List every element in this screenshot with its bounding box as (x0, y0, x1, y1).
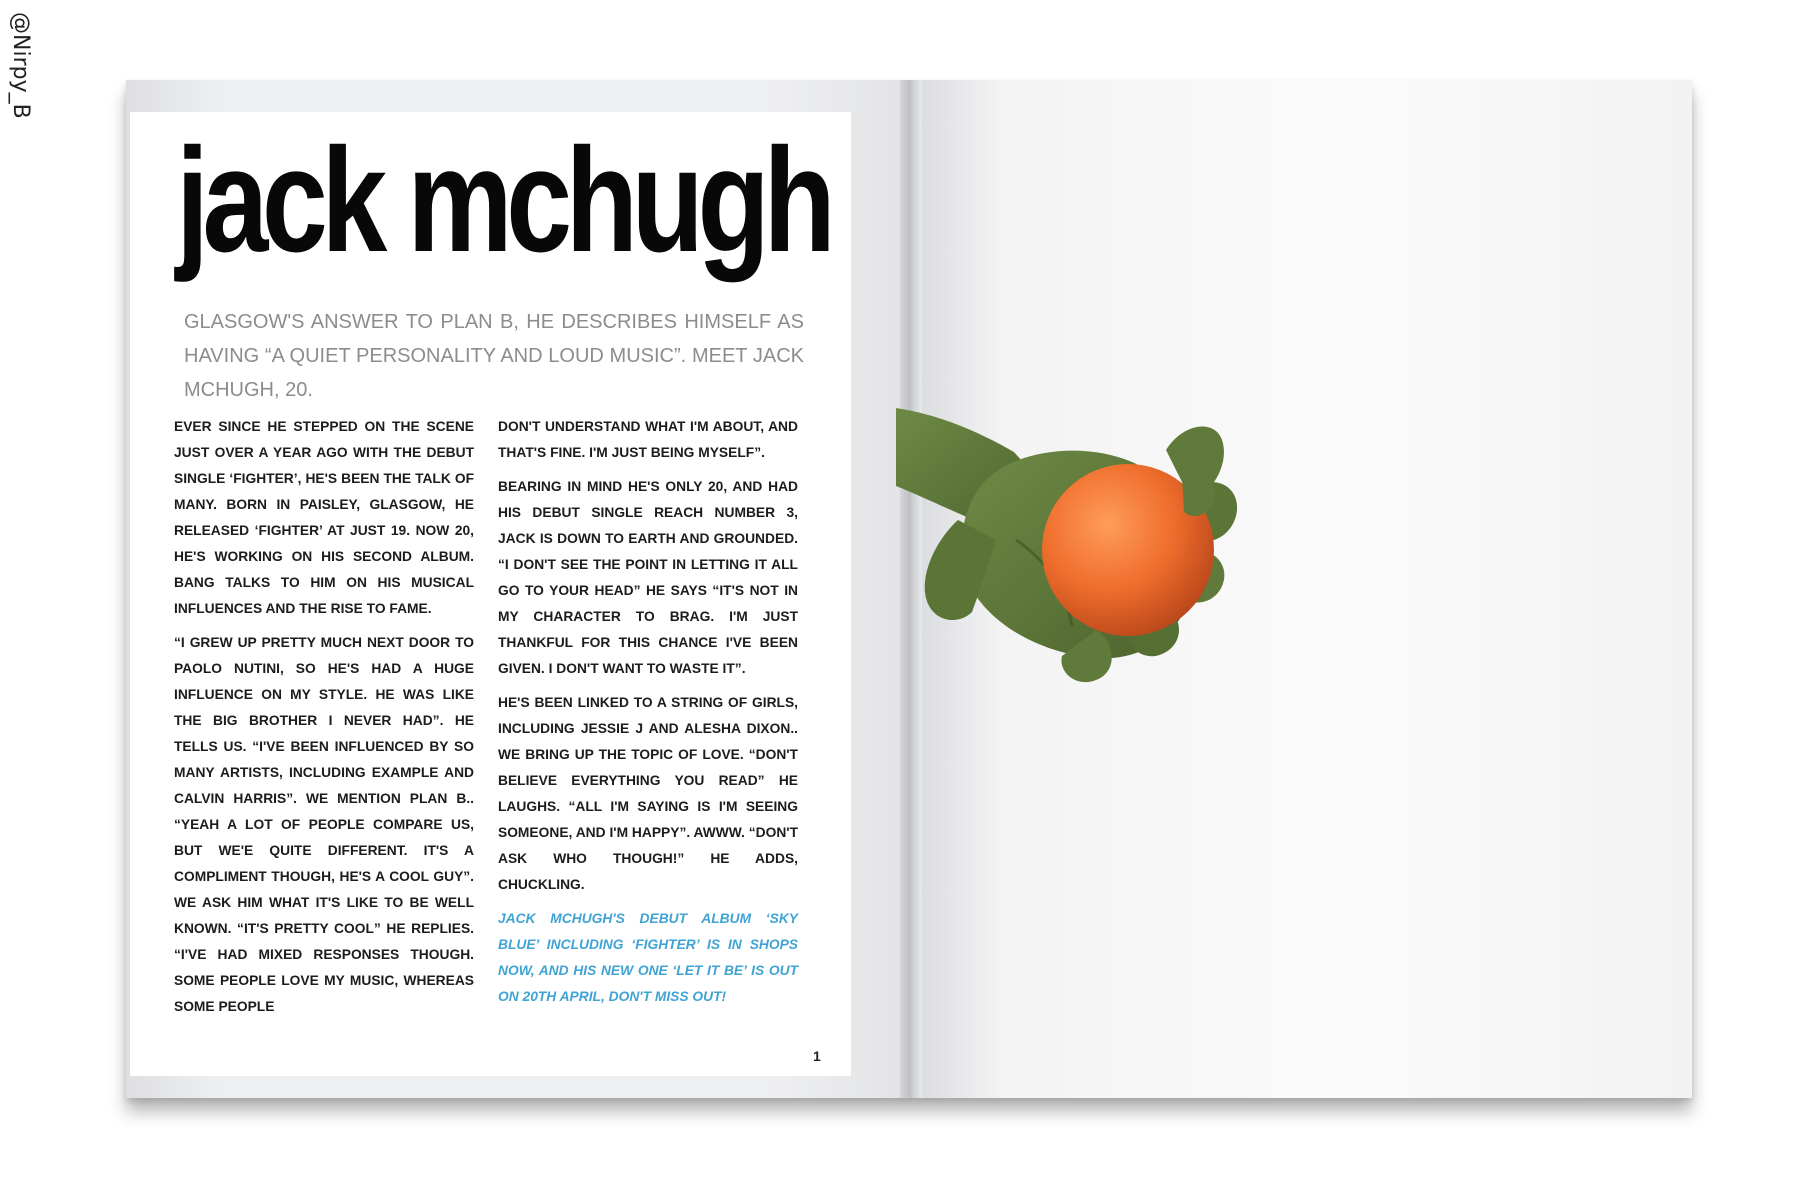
headline: jack mchugh (176, 118, 830, 283)
body-column-left (174, 414, 474, 1020)
hand-holding-ball-photo (896, 390, 1296, 720)
page-number: 1 (813, 1048, 821, 1064)
paragraph: HE'S BEEN LINKED TO A STRING OF GIRLS, INCLUDING JESSIE J AND ALESHA DIXON.. WE BRING UP THE TOPIC OF LOVE. “DON'T BELIEVE EVERYTHING YOU READ” HE LAUGHS. “ALL I'M SAYING IS I'M SEEING SOMEONE, AND I'M HAPPY”. AWWW. “DON'T ASK WHO THOUGH!” HE ADDS, CHUCKLING. (498, 695, 798, 892)
paragraph: EVER SINCE HE STEPPED ON THE SCENE JUST OVER A YEAR AGO WITH THE DEBUT SINGLE ‘FIGHTER’, HE'S BEEN THE TALK OF MANY. BORN IN PAISLEY, GLASGOW, HE RELEASED ‘FIGHTER’ AT JUST 19. NOW 20, HE'S WORKING ON HIS SECOND ALBUM. BANG TALKS TO HIM ON HIS MUSICAL INFLUENCES AND THE RISE TO FAME. (174, 419, 474, 616)
article-page (130, 112, 851, 1076)
paragraph: BEARING IN MIND HE'S ONLY 20, AND HAD HIS DEBUT SINGLE REACH NUMBER 3, JACK IS DOWN TO EARTH AND GROUNDED. “I DON'T SEE THE POINT IN LETTING IT ALL GO TO YOUR HEAD” HE SAYS “IT'S NOT IN MY CHARACTER TO BRAG. I'M JUST THANKFUL FOR THIS CHANCE I'VE BEEN GIVEN. I DON'T WANT TO WASTE IT”. (498, 479, 798, 676)
paragraph: DON'T UNDERSTAND WHAT I'M ABOUT, AND THAT'S FINE. I'M JUST BEING MYSELF”. (498, 419, 798, 460)
album-promo: JACK MCHUGH'S DEBUT ALBUM ‘SKY BLUE’ INCLUDING ‘FIGHTER’ IS IN SHOPS NOW, AND HIS NEW ONE ‘LET IT BE’ IS OUT ON 20TH APRIL, DON'T MISS OUT! (498, 911, 798, 1004)
standfirst: GLASGOW'S ANSWER TO PLAN B, HE DESCRIBES HIMSELF AS HAVING “A QUIET PERSONALITY AND LOUD MUSIC”. MEET JACK MCHUGH, 20. (184, 311, 804, 401)
watermark: @Nirpy_B (8, 12, 33, 119)
body-column-right (498, 414, 798, 1010)
paragraph: “I GREW UP PRETTY MUCH NEXT DOOR TO PAOLO NUTINI, SO HE'S HAD A HUGE INFLUENCE ON MY STYLE. HE WAS LIKE THE BIG BROTHER I NEVER HAD”. HE TELLS US. “I'VE BEEN INFLUENCED BY SO MANY ARTISTS, INCLUDING EXAMPLE AND CALVIN HARRIS”. WE MENTION PLAN B.. “YEAH A LOT OF PEOPLE COMPARE US, BUT WE'E QUITE DIFFERENT. IT'S A COMPLIMENT THOUGH, HE'S A COOL GUY”. WE ASK HIM WHAT IT'S LIKE TO BE WELL KNOWN. “IT'S PRETTY COOL” HE REPLIES. “I'VE HAD MIXED RESPONSES THOUGH. SOME PEOPLE LOVE MY MUSIC, WHEREAS SOME PEOPLE (174, 635, 474, 1014)
